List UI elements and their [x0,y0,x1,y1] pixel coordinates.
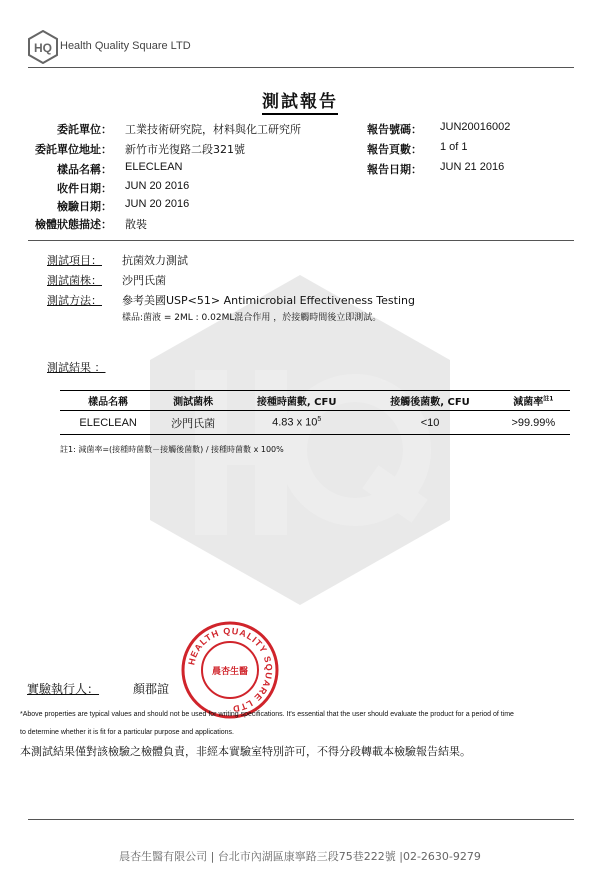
received-date-label: 收件日期： [57,182,112,195]
test-date-label: 檢驗日期： [57,200,112,213]
footer-contact: 晨杏生醫有限公司 | 台北市內湖區康寧路三段75巷222號 |02-2630-9279 [119,850,481,863]
col-reduction: 減菌率$^{註1}$ [497,391,570,411]
report-title: 測試報告 [0,87,600,112]
sample-state-value: 散裝 [125,218,147,231]
info-divider [28,240,574,241]
sample-state-label: 檢體狀態描述： [35,218,112,231]
disclaimer-line-1: *Above properties are typical values and should not be used for writing specifications. It's essential that the user should evaluate the product for a period of time [20,711,514,718]
client-address-value: 新竹市光復路二段321號 [125,143,245,156]
col-initial-count: 接種時菌數, CFU [230,391,363,411]
executor-name: 顏郡誼 [133,682,170,696]
received-date-value: JUN 20 2016 [125,180,190,192]
logo-letters: HQ [34,41,52,55]
report-number-value: JUN20016002 [440,121,511,133]
results-label: 測試結果 ： [47,361,106,374]
col-sample: 樣品名稱 [60,391,156,411]
cell-strain: 沙門氏菌 [156,411,230,435]
results-footnote: 註1: 減菌率=(接種時菌數－接觸後菌數) / 接種時菌數 x 100% [60,445,284,454]
results-table [60,390,570,435]
report-pages-value: 1 of 1 [440,141,468,153]
footnote-mark: 註1 [543,395,554,403]
header-divider [28,67,574,68]
cell-sample: ELECLEAN [60,411,156,435]
cell-after-count: <10 [363,411,496,435]
results-table-header [60,391,570,411]
test-strain-label: 測試菌株： [47,274,102,287]
test-method-value: 參考美國USP<51> Antimicrobial Effectiveness Testing [122,294,415,307]
col-after-count: 接觸後菌數, CFU [363,391,496,411]
disclaimer-statement: 本測試結果僅對該檢驗之檢體負責，非經本實驗室特別許可，不得分段轉載本檢驗報告結果。 [20,745,471,758]
cell-reduction: >99.99% [497,411,570,435]
sample-name-value: ELECLEAN [125,161,183,173]
cell-initial-count: 4.83 x $10^5$ [230,411,363,435]
table-row [60,411,570,435]
report-date-value: JUN 21 2016 [440,161,505,173]
executor-label: 實驗執行人： [27,682,100,696]
client-value: 工業技術研究院，材料與化工研究所 [125,123,301,136]
test-item-label: 測試項目： [47,254,102,267]
disclaimer-line-2: to determine whether it is fit for a particular purpose and applications. [20,729,235,736]
client-label: 委託單位： [57,123,112,136]
company-seal [180,620,280,720]
test-method-label: 測試方法： [47,294,102,307]
company-logo-icon [28,30,58,64]
report-number-label: 報告號碼： [367,123,422,136]
footer-divider [28,819,574,820]
report-date-label: 報告日期： [367,163,422,176]
sample-name-label: 樣品名稱： [57,163,112,176]
company-name: Health Quality Square LTD [60,40,191,52]
client-address-label: 委託單位地址： [35,143,112,156]
seal-ring-text: HEALTH QUALITY SQUARE LTD [186,625,275,715]
col-strain: 測試菌株 [156,391,230,411]
test-item-value: 抗菌效力測試 [122,254,188,267]
watermark-logo [150,275,450,605]
test-date-value: JUN 20 2016 [125,198,190,210]
seal-center-text: 晨杏生醫 [211,667,249,677]
test-method-note: 樣品:菌液 = 2ML : 0.02ML混合作用 ，於接觸時間後立即測試。 [122,313,382,323]
report-pages-label: 報告頁數： [367,143,422,156]
test-strain-value: 沙門氏菌 [122,274,166,287]
